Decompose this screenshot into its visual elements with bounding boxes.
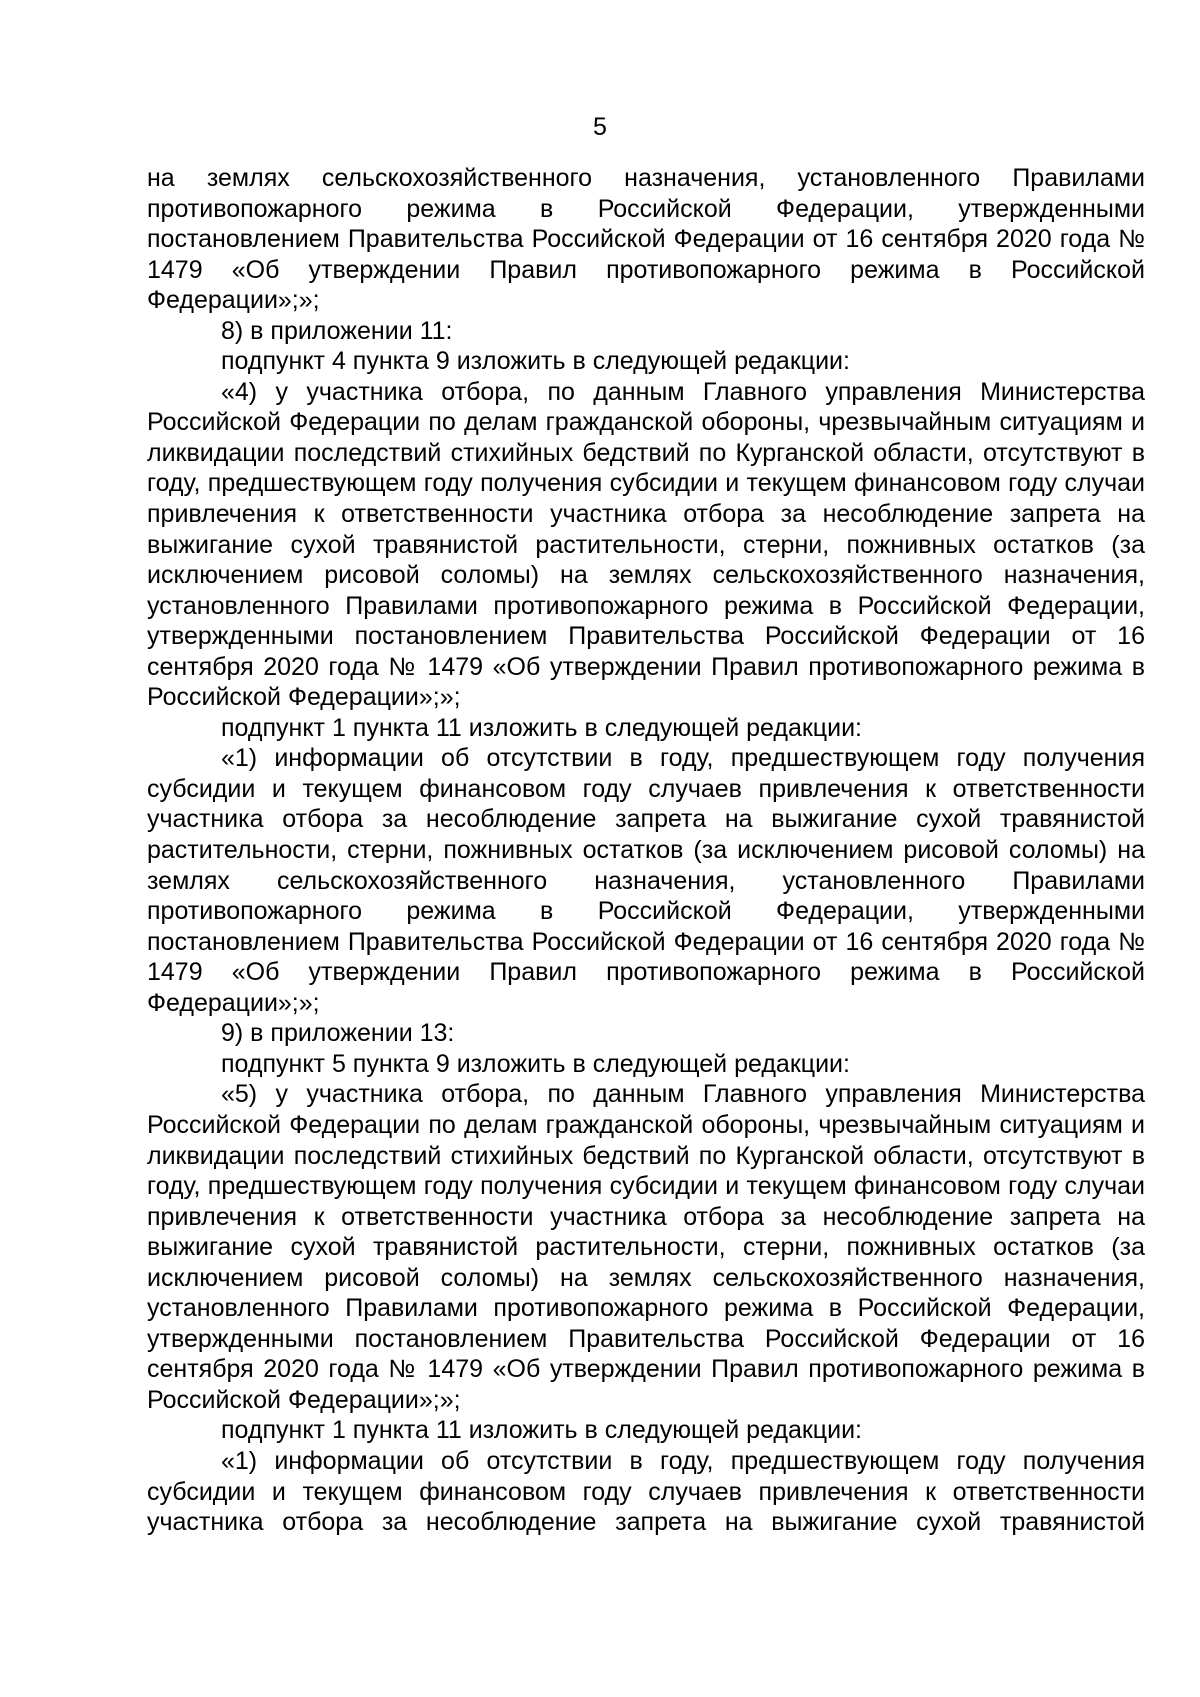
paragraph-subitem-heading: подпункт 1 пункта 11 изложить в следующей редакции: [221,713,863,742]
document-body [147,163,1145,1538]
paragraph-quoted-subitem-4: «4) у участника отбора, по данным Главного управления Министерства Российской Федерации по делам гражданской обороны, чрезвычайным ситуациям и ликвидации последствий стихийных бедствий по Курганской области, отсутствуют в году, предшествующем году получения субсидии и текущем финансовом году случаи привлечения к ответственности участника отбора за несоблюдение запрета на выжигание сухой травянистой растительности, стерни, пожнивных остатков (за исключением рисовой соломы) на землях сельскохозяйственного назначения, установленного Правилами противопожарного режима в Российской Федерации, утвержденными постановлением Правительства Российской Федерации от 16 сентября 2020 года № 1479 «Об утверждении Правил противопожарного режима в Российской Федерации»;»; [147,377,1145,712]
paragraph-subitem-heading: подпункт 5 пункта 9 изложить в следующей редакции: [221,1049,850,1078]
paragraph-subitem-heading: подпункт 1 пункта 11 изложить в следующей редакции: [221,1416,863,1445]
paragraph-subitem-heading: подпункт 4 пункта 9 изложить в следующей редакции: [221,347,850,376]
paragraph-item-8: 8) в приложении 11: [221,316,453,345]
paragraph-quoted-subitem-1-continued: «1) информации об отсутствии в году, предшествующем году получения субсидии и текущем финансовом году случаев привлечения к ответственности участника отбора за несоблюдение запрета на выжигание сухой травянистой [147,1446,1145,1537]
paragraph-continuation: на землях сельскохозяйственного назначения, установленного Правилами противопожарного режима в Российской Федерации, утвержденными постановлением Правительства Российской Федерации от 16 сентября 2020 года № 1479 «Об утверждении Правил противопожарного режима в Российской Федерации»;»; [147,164,1145,315]
paragraph-item-9: 9) в приложении 13: [221,1019,455,1048]
page-number: 5 [593,113,607,141]
paragraph-quoted-subitem-1: «1) информации об отсутствии в году, предшествующем году получения субсидии и текущем финансовом году случаев привлечения к ответственности участника отбора за несоблюдение запрета на выжигание сухой травянистой растительности, стерни, пожнивных остатков (за исключением рисовой соломы) на землях сельскохозяйственного назначения, установленного Правилами противопожарного режима в Российской Федерации, утвержденными постановлением Правительства Российской Федерации от 16 сентября 2020 года № 1479 «Об утверждении Правил противопожарного режима в Российской Федерации»;»; [147,744,1145,1017]
paragraph-quoted-subitem-5: «5) у участника отбора, по данным Главного управления Министерства Российской Федерации по делам гражданской обороны, чрезвычайным ситуациям и ликвидации последствий стихийных бедствий по Курганской области, отсутствуют в году, предшествующем году получения субсидии и текущем финансовом году случаи привлечения к ответственности участника отбора за несоблюдение запрета на выжигание сухой травянистой растительности, стерни, пожнивных остатков (за исключением рисовой соломы) на землях сельскохозяйственного назначения, установленного Правилами противопожарного режима в Российской Федерации, утвержденными постановлением Правительства Российской Федерации от 16 сентября 2020 года № 1479 «Об утверждении Правил противопожарного режима в Российской Федерации»;»; [147,1080,1145,1414]
